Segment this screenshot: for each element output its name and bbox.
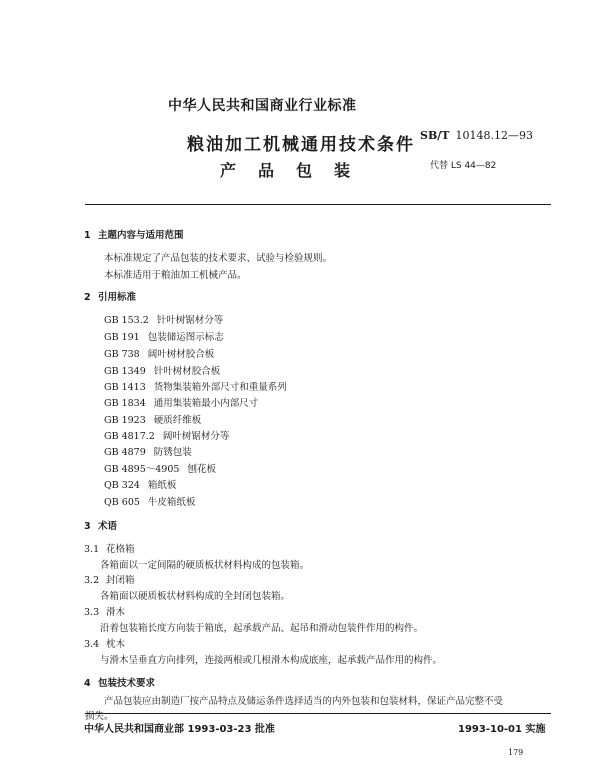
reference-title: 针叶树锯材分等 bbox=[156, 315, 224, 326]
term-heading bbox=[84, 572, 135, 586]
section-3-heading bbox=[84, 518, 117, 532]
reference-title: 通用集装箱最小内部尺寸 bbox=[153, 398, 259, 409]
reference-title: 包装储运图示标志 bbox=[147, 332, 224, 343]
reference-item bbox=[104, 363, 220, 377]
reference-item bbox=[104, 395, 258, 409]
reference-item bbox=[104, 444, 192, 458]
reference-title: 货物集装箱外部尺寸和重量系列 bbox=[153, 382, 287, 393]
section-number: 4 bbox=[84, 678, 91, 689]
section-1-heading bbox=[84, 227, 184, 241]
footer-divider bbox=[85, 713, 551, 714]
term-heading bbox=[84, 541, 135, 555]
reference-code: GB 4879 bbox=[104, 447, 146, 458]
reference-item bbox=[104, 412, 201, 426]
reference-title: 箱纸板 bbox=[147, 480, 177, 491]
reference-code: GB 4895～4905 bbox=[104, 464, 180, 475]
reference-item bbox=[104, 494, 195, 508]
term-number: 3.2 bbox=[84, 575, 100, 586]
reference-title: 牛皮箱纸板 bbox=[147, 497, 196, 508]
reference-title: 硬质纤维板 bbox=[153, 415, 202, 426]
paragraph-continuation: 损失。 bbox=[85, 711, 114, 722]
section-4-heading bbox=[84, 675, 155, 689]
term-definition: 各箱面以硬质板状材料构成的全封闭包装箱。 bbox=[100, 591, 291, 602]
reference-title: 刨花板 bbox=[187, 464, 216, 475]
reference-code: QB 324 bbox=[104, 480, 140, 491]
section-title: 包装技术要求 bbox=[98, 678, 156, 689]
section-number: 2 bbox=[84, 292, 91, 303]
reference-code: GB 1413 bbox=[104, 382, 146, 393]
reference-title: 针叶树材胶合板 bbox=[153, 366, 221, 377]
term-number: 3.4 bbox=[84, 639, 100, 650]
standard-code bbox=[420, 129, 533, 142]
term-heading bbox=[84, 604, 125, 618]
standard-number: 10148.12—93 bbox=[455, 129, 533, 142]
term-definition: 各箱面以一定间隔的硬质板状材料构成的包装箱。 bbox=[100, 560, 310, 571]
reference-item bbox=[104, 477, 176, 491]
term-number: 3.3 bbox=[84, 607, 100, 618]
reference-item bbox=[104, 379, 287, 393]
reference-code: GB 4817.2 bbox=[104, 431, 155, 442]
reference-code: GB 153.2 bbox=[104, 315, 149, 326]
reference-item bbox=[104, 346, 214, 360]
section-number: 1 bbox=[84, 230, 91, 241]
section-title: 引用标准 bbox=[98, 292, 137, 303]
reference-code: GB 1923 bbox=[104, 415, 146, 426]
section-title: 主题内容与适用范围 bbox=[98, 230, 184, 241]
term-name: 滑木 bbox=[106, 607, 126, 618]
paragraph: 本标准规定了产品包装的技术要求、试验与检验规则。 bbox=[104, 253, 333, 264]
section-number: 3 bbox=[84, 521, 91, 532]
reference-item bbox=[104, 461, 216, 475]
paragraph: 产品包装应由制造厂按产品特点及储运条件选择适当的内外包装和包装材料，保证产品完整不受 bbox=[104, 696, 504, 707]
reference-item bbox=[104, 428, 229, 442]
reference-code: GB 191 bbox=[104, 332, 140, 343]
page-number: 179 bbox=[508, 748, 524, 757]
reference-title: 阔叶树锯材分等 bbox=[162, 431, 230, 442]
reference-title: 防锈包装 bbox=[153, 447, 192, 458]
reference-code: GB 1349 bbox=[104, 366, 146, 377]
reference-item bbox=[104, 329, 224, 343]
term-name: 花格箱 bbox=[106, 544, 135, 555]
reference-code: GB 738 bbox=[104, 349, 140, 360]
term-heading bbox=[84, 636, 125, 650]
reference-title: 阔叶树材胶合板 bbox=[147, 349, 215, 360]
term-definition: 沿着包装箱长度方向装于箱底，起承载产品、起吊和滑动包装件作用的构件。 bbox=[100, 623, 424, 634]
document-title-line2: 产品包装 bbox=[220, 161, 373, 180]
term-name: 封闭箱 bbox=[106, 575, 135, 586]
reference-code: QB 605 bbox=[104, 497, 140, 508]
effective-date: 1993-10-01 实施 bbox=[458, 724, 546, 735]
document-title-line1: 粮油加工机械通用技术条件 bbox=[187, 135, 415, 155]
reference-item bbox=[104, 312, 223, 326]
term-definition: 与滑木呈垂直方向排列，连接两根或几根滑木构成底座，起承载产品作用的构件。 bbox=[100, 655, 443, 666]
section-title: 术语 bbox=[98, 521, 118, 532]
issuing-org-heading: 中华人民共和国商业行业标准 bbox=[168, 98, 357, 114]
section-2-heading bbox=[84, 289, 136, 303]
replaces-note: 代替 LS 44—82 bbox=[430, 161, 497, 171]
term-name: 枕木 bbox=[106, 639, 126, 650]
standard-prefix: SB/T bbox=[420, 129, 450, 142]
term-number: 3.1 bbox=[84, 544, 100, 555]
header-divider bbox=[85, 204, 551, 205]
paragraph: 本标准适用于粮油加工机械产品。 bbox=[104, 270, 247, 281]
reference-code: GB 1834 bbox=[104, 398, 146, 409]
approval-note: 中华人民共和国商业部 1993-03-23 批准 bbox=[84, 724, 275, 735]
